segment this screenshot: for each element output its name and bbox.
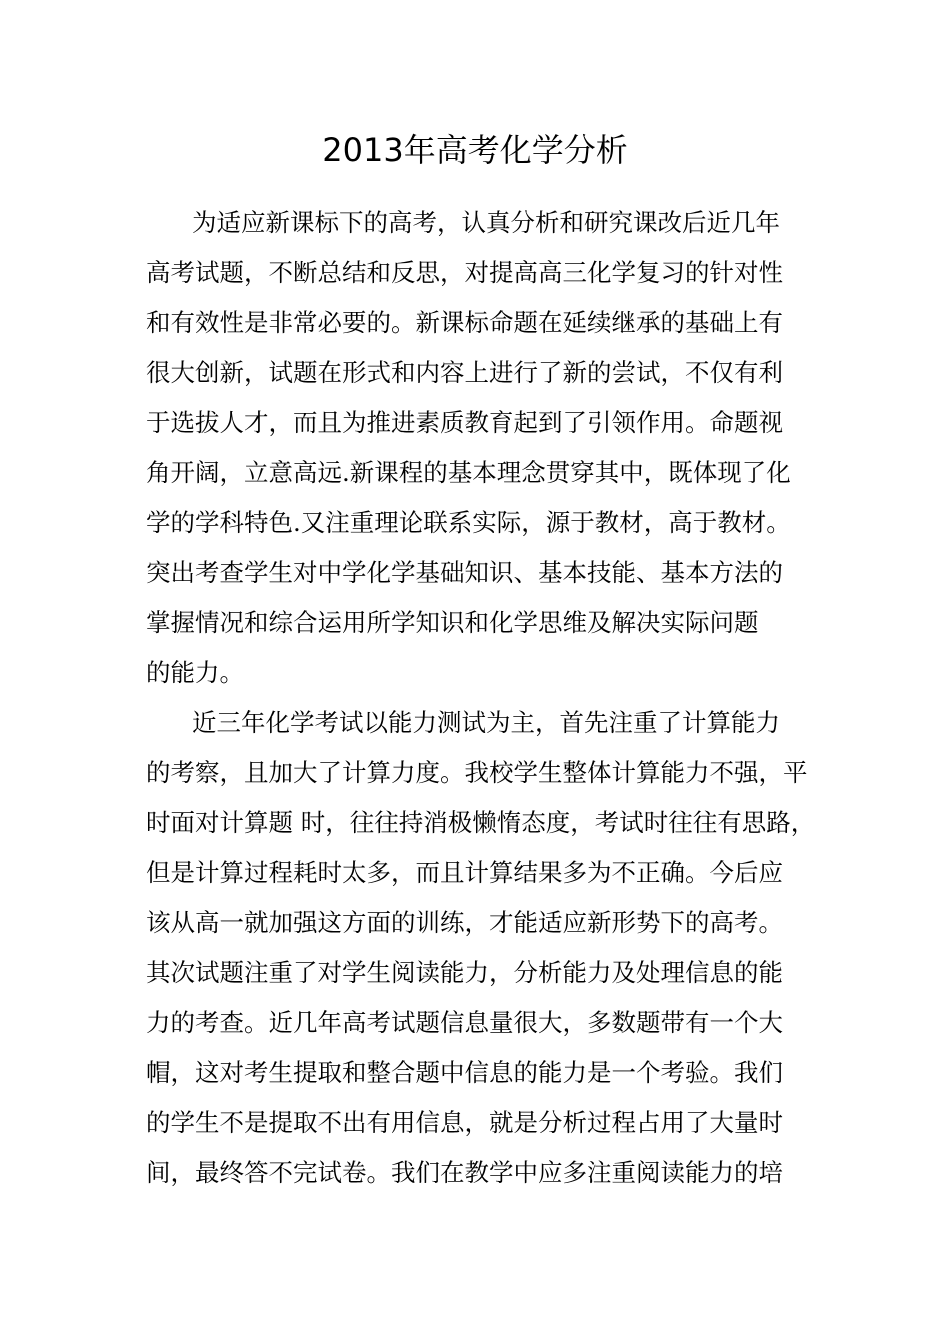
paragraph-line: 和有效性是非常必要的。新课标命题在延续继承的基础上有 bbox=[146, 308, 783, 337]
paragraph-line: 掌握情况和综合运用所学知识和化学思维及解决实际问题 bbox=[146, 608, 759, 637]
document-title: 2013年高考化学分析 bbox=[322, 131, 628, 169]
paragraph-line: 间，最终答不完试卷。我们在教学中应多注重阅读能力的培 bbox=[146, 1158, 783, 1187]
paragraph-line: 角开阔，立意高远.新课程的基本理念贯穿其中，既体现了化 bbox=[146, 458, 791, 487]
paragraph-line: 近三年化学考试以能力测试为主，首先注重了计算能力 bbox=[192, 708, 780, 737]
paragraph-line: 突出考查学生对中学化学基础知识、基本技能、基本方法的 bbox=[146, 558, 783, 587]
paragraph-line: 的能力。 bbox=[146, 658, 244, 687]
paragraph-line: 很大创新，试题在形式和内容上进行了新的尝试，不仅有利 bbox=[146, 358, 783, 387]
paragraph-line: 该从高一就加强这方面的训练，才能适应新形势下的高考。 bbox=[146, 908, 783, 937]
paragraph-line: 时面对计算题 时，往往持消极懒惰态度，考试时往往有思路， bbox=[146, 808, 816, 837]
paragraph-line: 的考察，且加大了计算力度。我校学生整体计算能力不强，平 bbox=[146, 758, 808, 787]
paragraph-line: 但是计算过程耗时太多，而且计算结果多为不正确。今后应 bbox=[146, 858, 783, 887]
paragraph-line: 帽，这对考生提取和整合题中信息的能力是一个考验。我们 bbox=[146, 1058, 783, 1087]
paragraph-line: 为适应新课标下的高考，认真分析和研究课改后近几年 bbox=[192, 208, 780, 237]
paragraph-line: 其次试题注重了对学生阅读能力，分析能力及处理信息的能 bbox=[146, 958, 783, 987]
paragraph-line: 力的考查。近几年高考试题信息量很大，多数题带有一个大 bbox=[146, 1008, 783, 1037]
paragraph-line: 学的学科特色.又注重理论联系实际，源于教材，高于教材。 bbox=[146, 508, 791, 537]
paragraph-line: 的学生不是提取不出有用信息，就是分析过程占用了大量时 bbox=[146, 1108, 783, 1137]
paragraph-line: 高考试题，不断总结和反思，对提高高三化学复习的针对性 bbox=[146, 258, 783, 287]
paragraph-line: 于选拔人才，而且为推进素质教育起到了引领作用。命题视 bbox=[146, 408, 783, 437]
